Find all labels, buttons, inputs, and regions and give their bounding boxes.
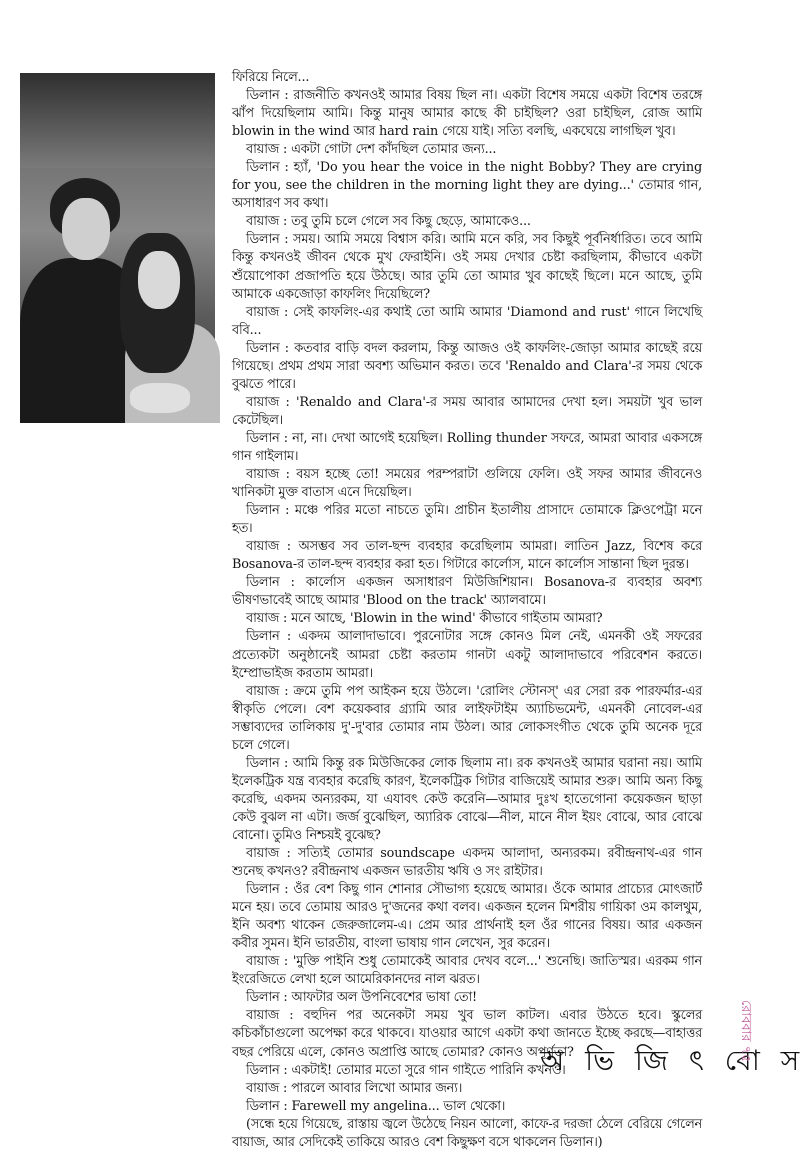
paragraph: ডিলান : কার্লোস একজন অসাধারণ মিউজিশিয়ান। Bosanova-র ব্যবহার অবশ্য ভীষণভাবেই আছে আমার 'Blood on the track' অ্যালবামে। bbox=[232, 575, 702, 609]
paragraph: ডিলান : মঞ্চে পরির মতো নাচতে তুমি। প্রাচীন ইতালীয় প্রাসাদে তোমাকে ক্লিওপেট্রা মনে হত। bbox=[232, 503, 702, 537]
paragraph: ডিলান : সময়। আমি সময়ে বিশ্বাস করি। আমি মনে করি, সব কিছুই পূর্বনির্ধারিত। তবে আমি কিন্তু কখনওই জীবন থেকে মুখ ফেরাইনি। ওই সময় দেখার চেষ্টা করছিলাম, কীভাবে একটা শুঁয়োপোকা প্রজাপতি হয়ে উঠছে। আর তুমি তো আমার খুব কাছেই ছিলে। মনে আছে, তুমি আমাকে একজোড়া কাফলিং দিয়েছিলে? bbox=[232, 232, 702, 302]
author-byline: অ ভি জি ৎ বো স bbox=[540, 1044, 805, 1077]
paragraph: বায়াজ : পারলে আবার লিখো আমার জন্য। bbox=[246, 1080, 463, 1096]
paragraph: ডিলান : রাজনীতি কখনওই আমার বিষয় ছিল না। একটা বিশেষ সময়ে একটা বিশেষ তরঙ্গে ঝাঁপ দিয়েছিলাম আমি। কিন্তু মানুষ আমার কাছে কী চাইছিল? ওরা চাইছিল, রোজ আমি blowin in the wind আর hard rain গেয়ে যাই। সত্যি বলছি, একঘেয়ে লাগছিল খুব। bbox=[232, 88, 702, 140]
paragraph: বায়াজ : মনে আছে, 'Blowin in the wind' কীভাবে গাইতাম আমরা? bbox=[246, 611, 603, 627]
paragraph: বায়াজ : একটা গোটা দেশ কাঁদছিল তোমার জন্য... bbox=[246, 142, 497, 158]
paragraph: বায়াজ : ক্রমে তুমি পপ আইকন হয়ে উঠলে। 'রোলিং স্টোনস্' এর সেরা রক পারফর্মার-এর স্বীকৃতি পেলে। বেশ কয়েকবার গ্র্যামি আর লাইফটাইম অ্যাচিভমেন্ট, এমনকী নোবেল-এর সম্ভাব্যদের তালিকায় দু'-দু'বার তোমার নাম উঠল। আর লোকসংগীত থেকে তুমি অনেক দূরে চলে গেলে। bbox=[232, 683, 702, 753]
paragraph: বায়াজ : বহুদিন পর অনেকটা সময় খুব ভাল কাটল। এবার উঠতে হবে। স্কুলের কচিকাঁচাগুলো অপেক্ষা করে থাকবে। যাওয়ার আগে একটা কথা জানতে ইচ্ছে করছে—বাহাত্তর বছর পেরিয়ে এলে, কোনও অপ্রাপ্তি আছে তোমার? কোনও অপূর্ণতা? bbox=[232, 1008, 702, 1060]
paragraph: বায়াজ : 'Renaldo and Clara'-র সময় আবার আমাদের দেখা হল। সময়টা খুব ভাল কেটেছিল। bbox=[232, 394, 702, 428]
paragraph: ডিলান : কতবার বাড়ি বদল করলাম, কিন্তু আজও ওই কাফলিং-জোড়া আমার কাছেই রয়ে গিয়েছে। প্রথম প্রথম সারা অবশ্য অভিমান করত। তবে 'Renaldo and Clara'-র সময় থেকে বুঝতে পারে। bbox=[232, 340, 702, 392]
paragraph: বায়াজ : 'মুক্তি পাইনি শুধু তোমাকেই আবার দেখব বলে...' শুনেছি। জাতিস্মর। এরকম গান ইংরেজিতে লেখা হলে আমেরিকানদের নাল ঝরত। bbox=[232, 954, 702, 988]
paragraph: বায়াজ : সত্যিই তোমার soundscape একদম আলাদা, অন্যরকম। রবীন্দ্রনাথ-এর গান শুনেছ কখনও? রবীন্দ্রনাথ একজন ভারতীয় ঋষি ও সং রাইটার। bbox=[232, 846, 702, 880]
article-body bbox=[232, 69, 702, 1152]
paragraph: বায়াজ : অসম্ভব সব তাল-ছন্দ ব্যবহার করেছিলাম আমরা। লাতিন Jazz, বিশেষ করে Bosanova-র তাল-ছন্দ ব্যবহার করা হত। গিটারে কার্লোস, মানে কার্লোস সান্তানা ছিল দুরন্ত। bbox=[232, 539, 702, 573]
paragraph: ডিলান : আমি কিন্তু রক মিউজিকের লোক ছিলাম না। রক কখনওই আমার ঘরানা নয়। আমি ইলেকট্রিক যন্ত্র ব্যবহার করেছি কারণ, ইলেকট্রিক গিটার বাজিয়েই আমার শুরু। আমি অন্য কিছু করেছি, একদম অন্যরকম, যা এযাবৎ কেউ করেনি—আমার দুঃখ হাতেগোনা কয়েকজন ছাড়া কেউ বুঝল না এটা। জর্জ বুঝেছিল, অ্যারিক বোঝে—নীল, মানে নীল ইয়ং বোঝে, আর বোঝে বোনো। তুমিও নিশ্চয়ই বুঝেছ? bbox=[232, 755, 702, 843]
paragraph: ডিলান : ওঁর বেশ কিছু গান শোনার সৌভাগ্য হয়েছে আমার। ওঁকে আমার প্রাচ্যের মোৎজার্ট মনে হয়। তবে তোমায় আরও দু'জনের কথা বলব। একজন হলেন মিশরীয় গায়িকা ওম কালথুম, ইনি অবশ্য থাকেন জেরুজালেম-এ। প্রেম আর প্রার্থনাই হল ওঁর গানের বিষয়। আর একজন কবীর সুমন। ইনি ভারতীয়, বাংলা ভাষায় গান লেখেন, সুর করেন। bbox=[232, 882, 702, 952]
page-folio: রোববার ৭৫ bbox=[738, 1000, 753, 1063]
paragraph: ডিলান : একদম আলাদাভাবে। পুরনোটার সঙ্গে কোনও মিল নেই, এমনকী ওই সফরের প্রত্যেকটা অনুষ্ঠানেই আমরা চেষ্টা করতাম গানটা একটু আলাদাভাবে পরিবেশন করতে। ইম্প্রোভাইজ করতাম আমরা। bbox=[232, 629, 702, 681]
paragraph: বায়াজ : সেই কাফলিং-এর কথাই তো আমি আমার 'Diamond and rust' গানে লিখেছি ববি... bbox=[232, 304, 702, 338]
paragraph: ফিরিয়ে নিলে... bbox=[232, 70, 310, 85]
paragraph: (সন্ধে হয়ে গিয়েছে, রাস্তায় জ্বলে উঠেছে নিয়ন আলো, কাফে-র দরজা ঠেলে বেরিয়ে গেলেন বায়াজ, আর সেদিকেই তাকিয়ে আরও বেশ কিছুক্ষণ বসে থাকলেন ডিলান।) bbox=[232, 1116, 702, 1150]
paragraph: ডিলান : একটাই! তোমার মতো সুরে গান গাইতে পারিনি কখনও। bbox=[246, 1062, 566, 1078]
paragraph: বায়াজ : তবু তুমি চলে গেলে সব কিছু ছেড়ে, আমাকেও... bbox=[246, 214, 531, 230]
paragraph: ডিলান : আফটার অল উপনিবেশের ভাষা তো! bbox=[246, 990, 478, 1006]
paragraph: ডিলান : না, না। দেখা আগেই হয়েছিল। Rolling thunder সফরে, আমরা আবার একসঙ্গে গান গাইলাম। bbox=[232, 430, 702, 464]
paragraph: বায়াজ : বয়স হচ্ছে তো! সময়ের পরম্পরাটা গুলিয়ে ফেলি। ওই সফর আমার জীবনেও খানিকটা মুক্ত বাতাস এনে দিয়েছিল। bbox=[232, 467, 702, 501]
paragraph: ডিলান : হ্যাঁ, 'Do you hear the voice in the night Bobby? They are crying for you, see the children in the morning light they are dying...' তোমার গান, অসাধারণ সব কথা। bbox=[232, 160, 702, 212]
paragraph: ডিলান : Farewell my angelina... ভাল থেকো। bbox=[246, 1098, 506, 1114]
photo bbox=[20, 73, 215, 423]
